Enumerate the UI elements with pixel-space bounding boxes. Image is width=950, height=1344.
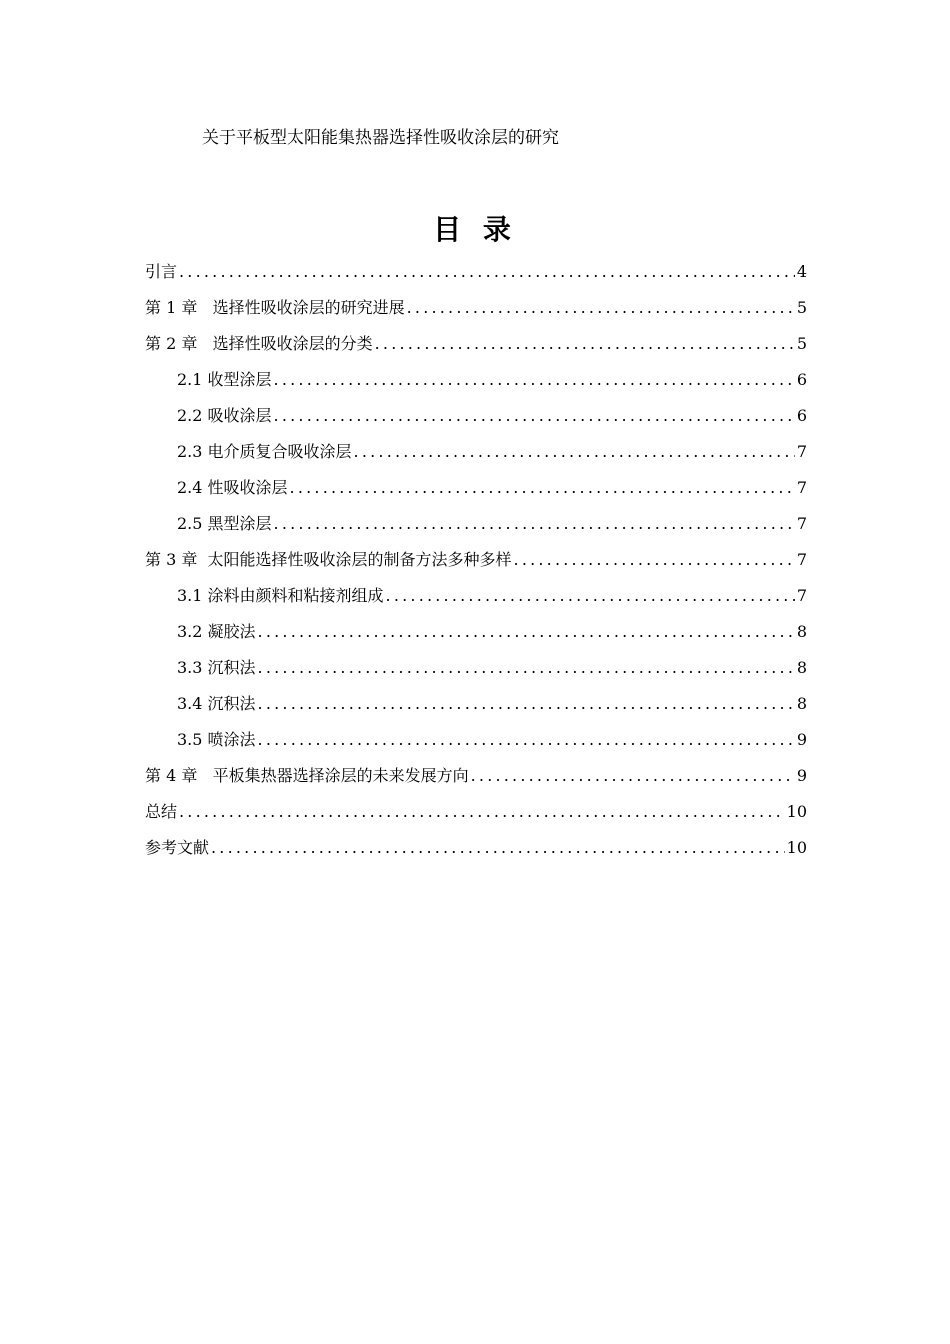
toc-entry-label: 3.3 沉积法 <box>177 658 256 677</box>
toc-entry-label: 参考文献 <box>145 838 210 857</box>
toc-leader-dots <box>407 296 795 320</box>
toc-entry-page: 5 <box>796 334 807 353</box>
toc-leader-dots <box>258 692 795 716</box>
toc-entry-label: 第 1 章 选择性吸收涂层的研究进展 <box>145 298 405 317</box>
toc-entry-chapter-3[interactable] <box>145 548 807 584</box>
toc-entry-introduction[interactable] <box>145 260 807 296</box>
toc-leader-dots <box>274 512 795 536</box>
toc-entry-section-3-3[interactable] <box>145 656 807 692</box>
toc-entry-label: 3.1 涂料由颜料和粘接剂组成 <box>177 586 384 605</box>
toc-leader-dots <box>354 440 795 464</box>
toc-entry-label: 第 3 章 太阳能选择性吸收涂层的制备方法多种多样 <box>145 550 512 569</box>
toc-leader-dots <box>211 836 785 860</box>
toc-entry-page: 5 <box>796 298 807 317</box>
toc-entry-page: 9 <box>796 766 807 785</box>
toc-leader-dots <box>386 584 795 608</box>
toc-leader-dots <box>375 332 795 356</box>
toc-entry-label: 总结 <box>145 802 178 821</box>
toc-entry-section-2-5[interactable] <box>145 512 807 548</box>
toc-entry-section-2-4[interactable] <box>145 476 807 512</box>
toc-entry-page: 8 <box>796 658 807 677</box>
toc-leader-dots <box>471 764 795 788</box>
toc-entry-section-3-2[interactable] <box>145 620 807 656</box>
toc-entry-page: 10 <box>786 838 807 857</box>
toc-leader-dots <box>179 260 795 284</box>
toc-entry-page: 6 <box>796 370 807 389</box>
toc-entry-page: 7 <box>796 442 807 461</box>
toc-entry-section-3-5[interactable] <box>145 728 807 764</box>
toc-entry-page: 8 <box>796 694 807 713</box>
toc-entry-chapter-1[interactable] <box>145 296 807 332</box>
toc-entry-page: 9 <box>796 730 807 749</box>
toc-entry-label: 2.3 电介质复合吸收涂层 <box>177 442 352 461</box>
toc-entry-page: 7 <box>796 550 807 569</box>
toc-entry-references[interactable] <box>145 836 807 872</box>
toc-entry-label: 第 4 章 平板集热器选择涂层的未来发展方向 <box>145 766 469 785</box>
toc-leader-dots <box>258 656 795 680</box>
toc-entry-label: 引言 <box>145 262 178 281</box>
toc-leader-dots <box>290 476 795 500</box>
toc-leader-dots <box>179 800 785 824</box>
toc-entry-page: 7 <box>796 478 807 497</box>
toc-heading: 目 录 <box>433 213 517 246</box>
toc-entry-label: 2.2 吸收涂层 <box>177 406 272 425</box>
toc-entry-page: 6 <box>796 406 807 425</box>
toc-entry-label: 2.4 性吸收涂层 <box>177 478 288 497</box>
toc-entry-page: 4 <box>796 262 807 281</box>
toc-entry-page: 7 <box>796 514 807 533</box>
toc-entry-label: 3.2 凝胶法 <box>177 622 256 641</box>
toc-leader-dots <box>274 404 795 428</box>
toc-leader-dots <box>258 620 795 644</box>
toc-entry-label: 第 2 章 选择性吸收涂层的分类 <box>145 334 373 353</box>
toc-entry-section-3-1[interactable] <box>145 584 807 620</box>
toc-entry-section-2-1[interactable] <box>145 368 807 404</box>
toc-entry-chapter-4[interactable] <box>145 764 807 800</box>
toc-entry-chapter-2[interactable] <box>145 332 807 368</box>
toc-entry-label: 2.1 收型涂层 <box>177 370 272 389</box>
toc-entry-page: 8 <box>796 622 807 641</box>
toc-entry-label: 3.4 沉积法 <box>177 694 256 713</box>
toc-entry-section-2-3[interactable] <box>145 440 807 476</box>
toc-entry-summary[interactable] <box>145 800 807 836</box>
toc-entry-label: 2.5 黑型涂层 <box>177 514 272 533</box>
toc-leader-dots <box>258 728 795 752</box>
toc-entry-section-2-2[interactable] <box>145 404 807 440</box>
table-of-contents <box>145 260 807 872</box>
toc-leader-dots <box>514 548 795 572</box>
toc-entry-page: 10 <box>786 802 807 821</box>
document-title: 关于平板型太阳能集热器选择性吸收涂层的研究 <box>202 128 559 148</box>
toc-entry-label: 3.5 喷涂法 <box>177 730 256 749</box>
toc-leader-dots <box>274 368 795 392</box>
toc-entry-section-3-4[interactable] <box>145 692 807 728</box>
toc-entry-page: 7 <box>796 586 807 605</box>
